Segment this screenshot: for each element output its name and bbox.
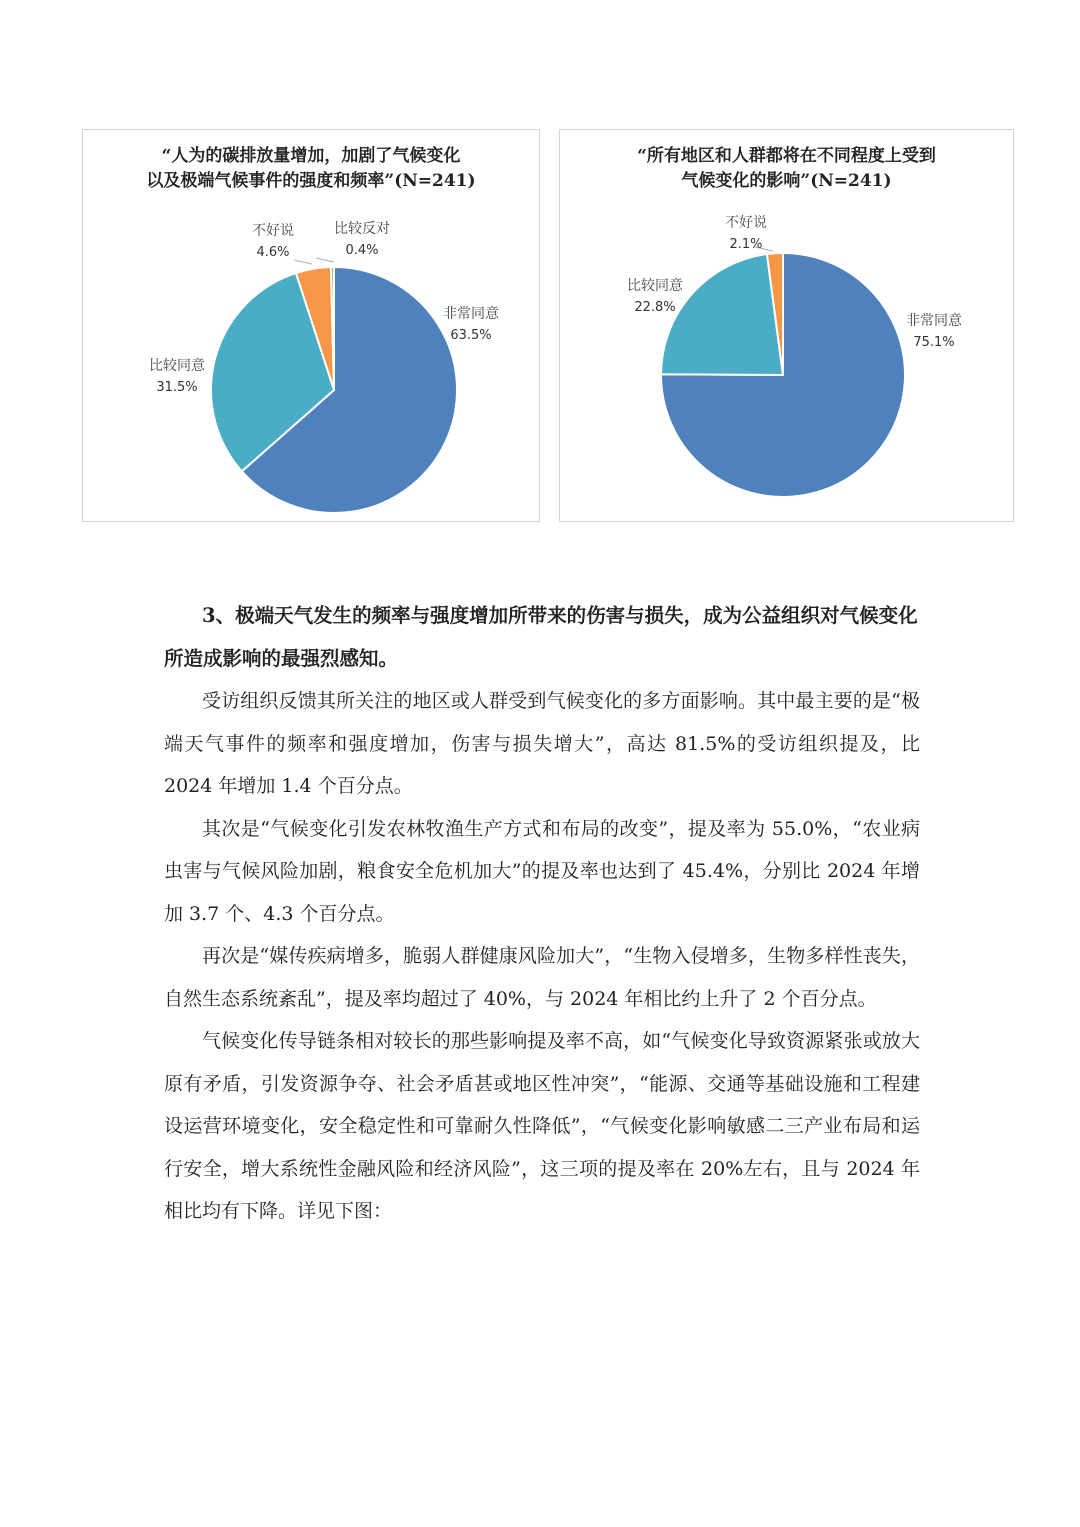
chart-title-line-2: 气候变化的影响”(N=241)	[681, 171, 892, 191]
paragraph: 气候变化传导链条相对较长的那些影响提及率不高，如“气候变化导致资源紧张或放大原有矛盾，引发资源争夺、社会矛盾甚或地区性冲突”，“能源、交通等基础设施和工程建设运营环境变化，安全稳定性和可靠耐久性降低”，“气候变化影响敏感二三产业布局和运行安全，增大系统性金融风险和经济风险”，这三项的提及率在 20%左右，且与 2024 年相比均有下降。详见下图：	[164, 1030, 920, 1222]
pie-chart-all-regions	[559, 129, 1014, 522]
pie-slice-2	[661, 254, 783, 375]
leader-line	[294, 260, 312, 264]
slice-label: 非常同意	[443, 306, 499, 322]
slice-value-label: 2.1%	[729, 237, 763, 252]
slice-value-label: 31.5%	[156, 380, 198, 395]
chart-title-line-1: “人为的碳排放量增加，加剧了气候变化	[161, 146, 461, 166]
slice-label: 非常同意	[906, 313, 962, 329]
slice-value-label: 75.1%	[913, 335, 955, 350]
pie-svg	[83, 130, 541, 523]
slice-label: 不好说	[252, 223, 294, 239]
slice-value-label: 0.4%	[345, 243, 379, 258]
pie-svg	[560, 130, 1015, 523]
slice-value-label: 63.5%	[450, 328, 492, 343]
slice-label: 比较同意	[627, 278, 683, 294]
paragraph: 其次是“气候变化引发农林牧渔生产方式和布局的改变”，提及率为 55.0%，“农业病虫害与气候风险加剧，粮食安全危机加大”的提及率也达到了 45.4%，分别比 2024 年增加 3.7 个、4.3 个百分点。	[164, 817, 920, 925]
slice-value-label: 4.6%	[256, 245, 290, 260]
chart-title-line-1: “所有地区和人群都将在不同程度上受到	[637, 146, 936, 166]
chart-title-line-2: 以及极端气候事件的强度和频率”(N=241)	[146, 171, 476, 191]
paragraph: 受访组织反馈其所关注的地区或人群受到气候变化的多方面影响。其中最主要的是“极端天气事件的频率和强度增加，伤害与损失增大”，高达 81.5%的受访组织提及，比 2024 年增加 1.4 个百分点。	[164, 690, 920, 797]
slice-label: 不好说	[725, 215, 767, 231]
section-heading: 3、极端天气发生的频率与强度增加所带来的伤害与损失，成为公益组织对气候变化所造成影响的最强烈感知。	[164, 604, 918, 670]
section-body	[164, 595, 920, 1233]
paragraph: 再次是“媒传疾病增多，脆弱人群健康风险加大”，“生物入侵增多，生物多样性丧失，自然生态系统紊乱”，提及率均超过了 40%，与 2024 年相比约上升了 2 个百分点。	[164, 945, 920, 1010]
leader-line	[316, 258, 334, 262]
pie-chart-carbon-emission	[82, 129, 540, 522]
slice-label: 比较反对	[334, 221, 390, 237]
slice-value-label: 22.8%	[634, 300, 676, 315]
slice-label: 比较同意	[149, 358, 205, 374]
